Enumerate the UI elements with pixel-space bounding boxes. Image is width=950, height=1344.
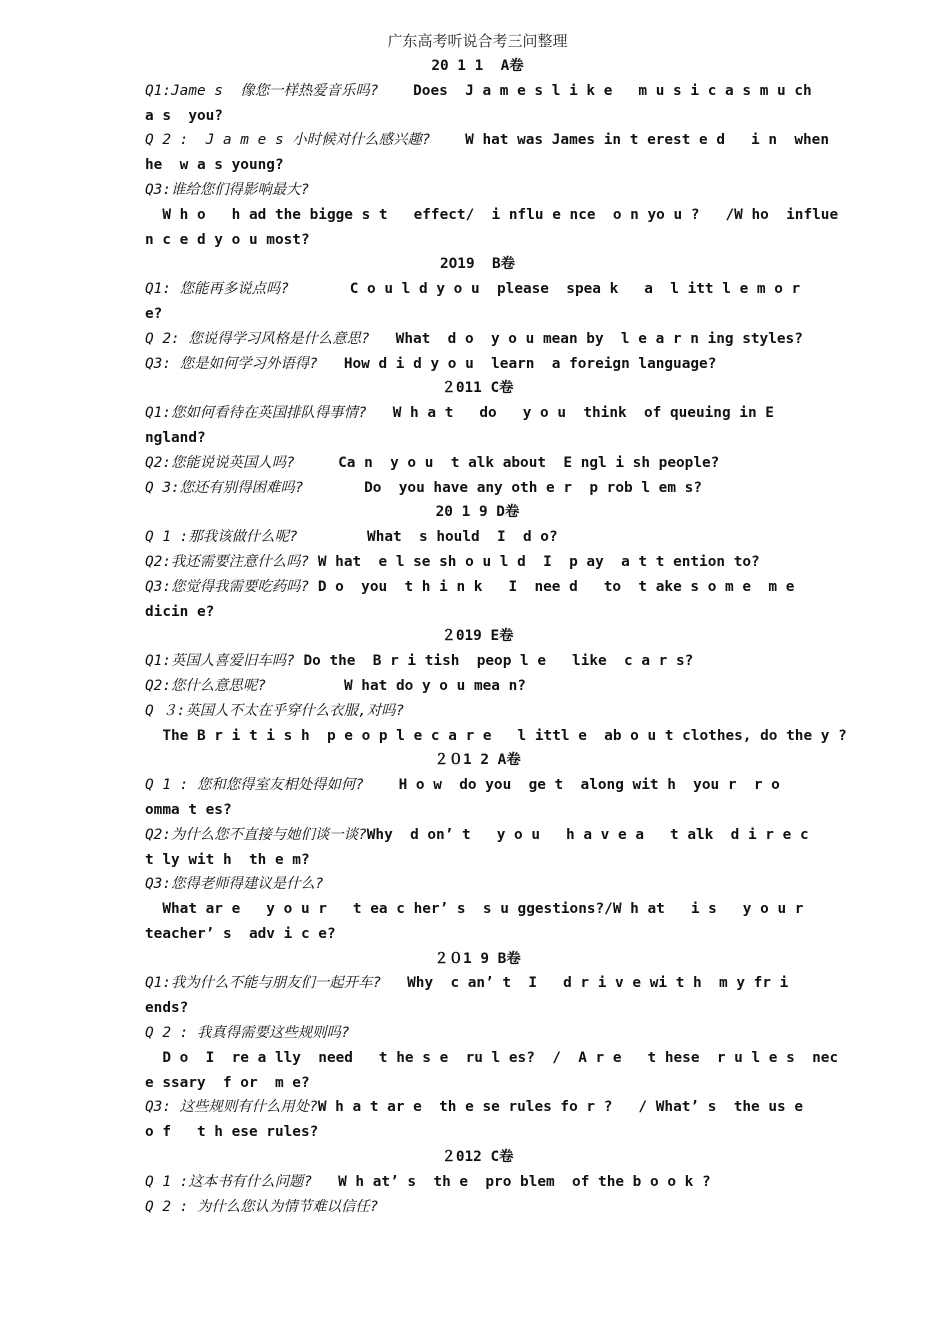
text-line [145,1046,839,1071]
text-line [145,302,810,327]
answer-english: teacher’ s adv i c e? [145,925,336,942]
text-line [145,575,810,600]
answer-english: W hat was James in t erest e d i n when [465,132,830,149]
text-line [145,996,810,1021]
question-chinese: Q3:您得老师得建议是什么? [145,876,324,893]
question-chinese: Q 2 : 我真得需要这些规则吗? [145,1025,350,1042]
question-chinese: Q ３:英国人不太在乎穿什么衣服,对吗? [145,702,405,719]
text-line [145,823,810,848]
section-heading: ２０1 2 A卷 [434,752,521,769]
text-line [145,773,810,798]
answer-english: What d o y o u mean by l e a r n ing styles? [395,330,803,347]
answer-english: e ssary f or m e? [145,1074,310,1091]
text-line [145,674,810,699]
answer-english: What s hould I d o? [367,529,558,546]
question-chinese: Q 3:您还有别得困难吗? [145,479,365,496]
document-page [145,28,847,1219]
answer-english: W h a t do y o u think of queuing in E [392,405,774,422]
question-chinese: Q2:您什么意思呢? [145,677,344,694]
question-chinese: Q3: 您是如何学习外语得? [145,355,344,372]
answer-english: What ar e y o u r t ea c her’ s s u ggestions?/W h at i s y o u r [145,901,804,918]
question-chinese: Q1:英国人喜爱旧车吗? [145,653,304,670]
answer-english: Does J a m e s l i k e m u s i c a s m u ch [413,82,812,99]
question-chinese: Q2:为什么您不直接与她们谈一谈? [145,826,367,843]
text-line [145,277,810,302]
section-heading: 2O19 B卷 [439,256,516,273]
answer-english: C o u l d y o u please spea k a l itt l e m o r [349,281,801,298]
text-line [145,649,810,674]
answer-english: t ly wit h th e m? [145,851,310,868]
answer-english: The B r i t i s h p e o p l e c a r e l ittl e ab o u t clothes, do the y ? [145,727,847,744]
text-line [145,1120,810,1145]
answer-english: Why d on’ t y o u h a v e a t alk d i r e c [366,826,809,843]
text-line [145,724,847,749]
section-heading: ２012 C卷 [441,1149,514,1166]
section-heading: 20 1 1 A卷 [431,58,524,74]
text-line [145,79,810,104]
answer-english: Do you have any oth e r p rob l em s? [364,479,702,496]
answer-english: Ca n y o u t alk about E ngl i sh people? [338,454,720,471]
text-line [145,600,810,625]
text-line [145,971,810,996]
qa-list [145,54,847,1219]
text-line [145,352,810,377]
answer-english: Do the B r i tish peop l e like c a r s? [303,653,694,670]
text-line [145,153,810,178]
page-title: 广东高考听说合考三问整理 [387,32,568,50]
question-chinese: Q3:谁给您们得影响最大? [145,181,310,198]
question-chinese: Q 2 : 为什么您认为情节难以信任? [145,1198,379,1215]
text-line [145,178,810,203]
text-line [145,550,810,575]
answer-english: Why c an’ t I d r i v e wi t h m y fr i [407,975,789,992]
answer-english: D o I re a lly need t he s e ru l es? / A r e t hese r u l e s nec [145,1049,839,1066]
text-line [145,872,810,897]
text-line [145,476,810,501]
answer-english: D o you t h i n k I nee d to t ake s o m e m e [317,578,795,595]
answer-english: he w a s young? [145,157,284,174]
answer-english: W hat e l se sh o u l d I p ay a t t ention to? [317,553,760,570]
text-line [145,1095,810,1120]
answer-english: dicin e? [145,603,215,620]
text-line [145,699,810,724]
question-chinese: Q 1 : 您和您得室友相处得如何? [145,777,399,794]
answer-english: W h at’ s th e pro blem of the b o o k ? [338,1173,711,1190]
answer-english: W h o h ad the bigge s t effect/ i nflu e nce o n yo u ? /W ho influe [145,206,839,223]
section-heading: ２011 C卷 [441,380,514,397]
question-chinese: Q2:我还需要注意什么吗? [145,553,318,570]
question-chinese: Q 1 :这本书有什么问题? [145,1173,339,1190]
question-chinese: Q1:我为什么不能与朋友们一起开车? [145,975,408,992]
question-chinese: Q 2 : J a m e s 小时候对什么感兴趣? [145,132,466,149]
question-chinese: Q 2: 您说得学习风格是什么意思? [145,330,396,347]
question-chinese: Q3: 这些规则有什么用处? [145,1099,318,1116]
answer-english: ends? [145,1000,189,1017]
question-chinese: Q1: 您能再多说点吗? [145,281,350,298]
section-heading: 20 1 9 D卷 [435,504,520,521]
text-line [145,798,810,823]
text-line [145,327,810,352]
text-line [145,401,810,426]
text-line [145,1071,810,1096]
answer-english: o f t h ese rules? [145,1124,319,1141]
text-line [145,128,830,153]
text-line [145,426,810,451]
text-line [145,1195,810,1220]
question-chinese: Q 1 :那我该做什么呢? [145,529,368,546]
text-line [145,228,810,253]
answer-english: W hat do y o u mea n? [343,677,526,694]
answer-english: n c e d y o u most? [145,231,310,248]
answer-english: W h a t ar e th e se rules fo r ? / What’ s the us e [317,1099,804,1116]
answer-english: ngland? [145,429,206,446]
text-line [145,897,810,922]
text-line [145,1021,810,1046]
text-line [145,848,810,873]
question-chinese: Q1:Jame s 像您一样热爱音乐吗? [145,82,414,99]
answer-english: e? [145,305,163,322]
text-line [145,525,810,550]
section-heading: ２019 E卷 [441,628,514,645]
section-heading: ２０1 9 B卷 [434,950,521,967]
answer-english: H o w do you ge t along wit h you r r o [398,777,780,794]
text-line [145,922,810,947]
text-line [145,451,810,476]
text-line [145,104,810,129]
question-chinese: Q3:您觉得我需要吃药吗? [145,578,318,595]
text-line [145,1170,810,1195]
question-chinese: Q1:您如何看待在英国排队得事情? [145,405,393,422]
question-chinese: Q2:您能说说英国人吗? [145,454,339,471]
answer-english: How d i d y o u learn a foreign language? [343,355,717,372]
text-line [145,203,839,228]
answer-english: a s you? [145,107,223,124]
answer-english: omma t es? [145,801,232,818]
